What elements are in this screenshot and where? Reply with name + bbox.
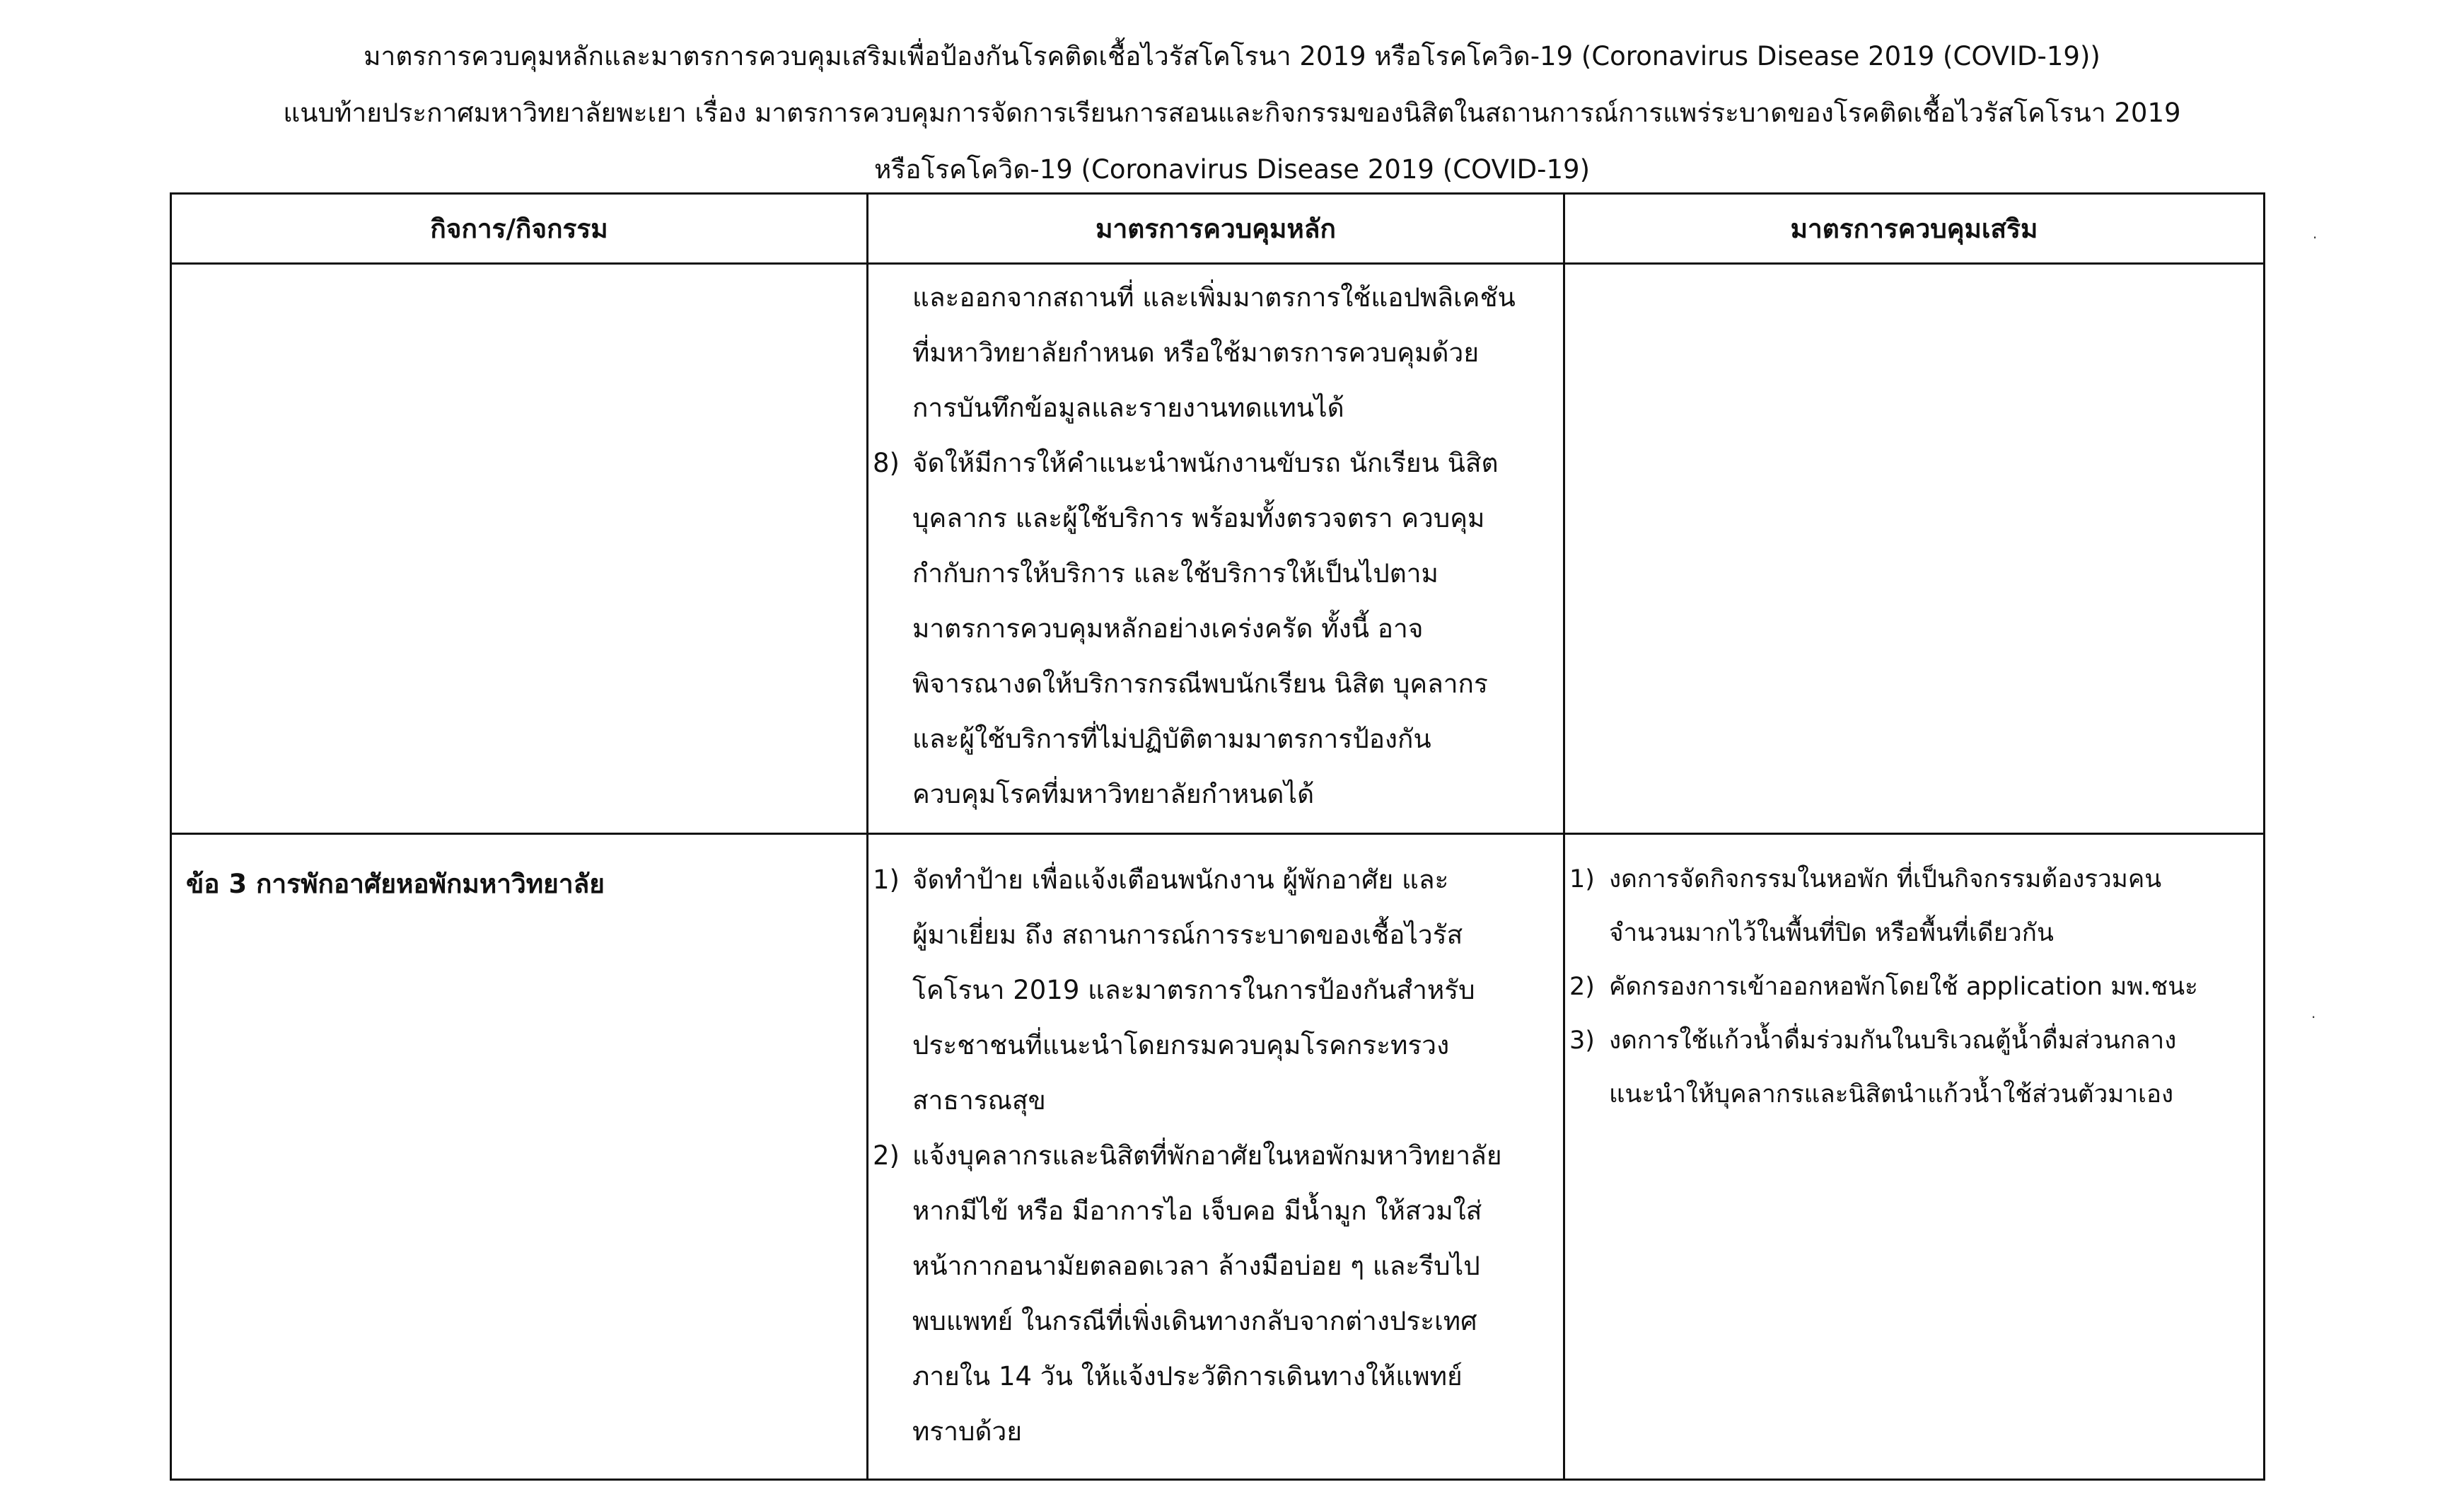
text-line: โคโรนา 2019 และมาตรการในการป้องกันสำหรับ <box>912 975 1475 1005</box>
text-line: แนะนำให้บุคลากรและนิสิตนำแก้วน้ำใช้ส่วนตัวมาเอง <box>1609 1080 2174 1109</box>
text-line: ภายใน 14 วัน ให้แจ้งประวัติการเดินทางให้แพทย์ <box>912 1361 1463 1391</box>
text-line: หน้ากากอนามัยตลอดเวลา ล้างมือบ่อย ๆ และรีบไป <box>912 1251 1480 1281</box>
text-line: จัดให้มีการให้คำแนะนำพนักงานขับรถ นักเรียน นิสิต <box>912 448 1499 478</box>
text-line: ที่มหาวิทยาลัยกำหนด หรือใช้มาตรการควบคุมด้วย <box>912 337 1479 368</box>
text-line: แจ้งบุคลากรและนิสิตที่พักอาศัยในหอพักมหาวิทยาลัย <box>912 1140 1502 1171</box>
row2-activity: ข้อ 3 การพักอาศัยหอพักมหาวิทยาลัย <box>186 869 605 899</box>
table-row <box>171 264 2265 834</box>
text-line: จำนวนมากไว้ในพื้นที่ปิด หรือพื้นที่เดียวกัน <box>1609 919 2054 947</box>
text-line: ผู้มาเยี่ยม ถึง สถานการณ์การระบาดของเชื้อไวรัส <box>912 920 1463 950</box>
header-activity: กิจการ/กิจกรรม <box>171 194 868 264</box>
row2-extra-item-2 <box>1565 960 2263 1014</box>
scan-speck: . <box>2313 225 2318 242</box>
row1-main-item-8 <box>868 436 1563 822</box>
text-line: งดการใช้แก้วน้ำดื่มร่วมกันในบริเวณตู้น้ำดื่มส่วนกลาง <box>1609 1026 2177 1055</box>
text-line: สาธารณสุข <box>912 1085 1046 1116</box>
row2-extra-item-1 <box>1565 852 2263 960</box>
measures-table <box>170 192 2265 1481</box>
row2-main-measures-cell <box>868 834 1564 1480</box>
row1-extra-measures-cell <box>1564 264 2265 834</box>
header-title-line-3: หรือโรคโควิด-19 (Coronavirus Disease 2019 (COVID-19) <box>873 154 1591 185</box>
text-line: และผู้ใช้บริการที่ไม่ปฏิบัติตามมาตรการป้องกัน <box>912 724 1431 754</box>
row1-activity-cell <box>171 264 868 834</box>
row2-main-item-2 <box>868 1128 1563 1459</box>
item-number: 2) <box>1569 973 1595 1001</box>
table-header-row <box>171 194 2265 264</box>
item-number: 1) <box>1569 865 1595 893</box>
scan-speck: . <box>2311 1005 2316 1022</box>
text-line: ควบคุมโรคที่มหาวิทยาลัยกำหนดได้ <box>912 779 1315 809</box>
text-line: หากมีไข้ หรือ มีอาการไอ เจ็บคอ มีน้ำมูก ให้สวมใส่ <box>912 1196 1482 1226</box>
header-extra-measures: มาตรการควบคุมเสริม <box>1564 194 2265 264</box>
row2-extra-item-3 <box>1565 1014 2263 1121</box>
text-line: คัดกรองการเข้าออกหอพักโดยใช้ application มพ.ชนะ <box>1609 973 2198 1001</box>
header-title-line-2: แนบท้ายประกาศมหาวิทยาลัยพะเยา เรื่อง มาตรการควบคุมการจัดการเรียนการสอนและกิจกรรมของนิสิตในสถานการณ์การแพร่ระบาดของโรคติดเชื้อไวรัสโคโรนา 2019 <box>283 98 2181 128</box>
header-title-line-1: มาตรการควบคุมหลักและมาตรการควบคุมเสริมเพื่อป้องกันโรคติดเชื้อไวรัสโคโรนา 2019 หรือโรคโควิด-19 (Coronavirus Disease 2019 (COVID-19)) <box>364 41 2100 71</box>
text-line: พบแพทย์ ในกรณีที่เพิ่งเดินทางกลับจากต่างประเทศ <box>912 1306 1477 1336</box>
item-number: 3) <box>1569 1026 1595 1055</box>
row2-main-item-1 <box>868 852 1563 1128</box>
row1-main-continuation <box>868 270 1563 436</box>
text-line: จัดทำป้าย เพื่อแจ้งเตือนพนักงาน ผู้พักอาศัย และ <box>912 864 1449 895</box>
text-line: กำกับการให้บริการ และใช้บริการให้เป็นไปตาม <box>912 558 1439 589</box>
item-number: 2) <box>873 1140 900 1171</box>
row2-activity-cell <box>171 834 868 1480</box>
text-line: และออกจากสถานที่ และเพิ่มมาตรการใช้แอปพลิเคชัน <box>912 282 1516 313</box>
row2-extra-measures-cell <box>1564 834 2265 1480</box>
text-line: ประชาชนที่แนะนำโดยกรมควบคุมโรคกระทรวง <box>912 1030 1450 1060</box>
text-line: พิจารณางดให้บริการกรณีพบนักเรียน นิสิต บุคลากร <box>912 669 1488 699</box>
text-line: ทราบด้วย <box>912 1416 1023 1447</box>
item-number: 1) <box>873 864 900 895</box>
document-header <box>0 28 2464 198</box>
item-number: 8) <box>873 448 900 478</box>
text-line: งดการจัดกิจกรรมในหอพัก ที่เป็นกิจกรรมต้องรวมคน <box>1609 865 2162 893</box>
table-row <box>171 834 2265 1480</box>
header-main-measures: มาตรการควบคุมหลัก <box>868 194 1564 264</box>
text-line: บุคลากร และผู้ใช้บริการ พร้อมทั้งตรวจตรา ควบคุม <box>912 503 1485 533</box>
row1-activity <box>172 265 866 286</box>
row1-main-measures-cell <box>868 264 1564 834</box>
text-line: มาตรการควบคุมหลักอย่างเคร่งครัด ทั้งนี้ อาจ <box>912 613 1424 644</box>
text-line: การบันทึกข้อมูลและรายงานทดแทนได้ <box>912 393 1344 423</box>
